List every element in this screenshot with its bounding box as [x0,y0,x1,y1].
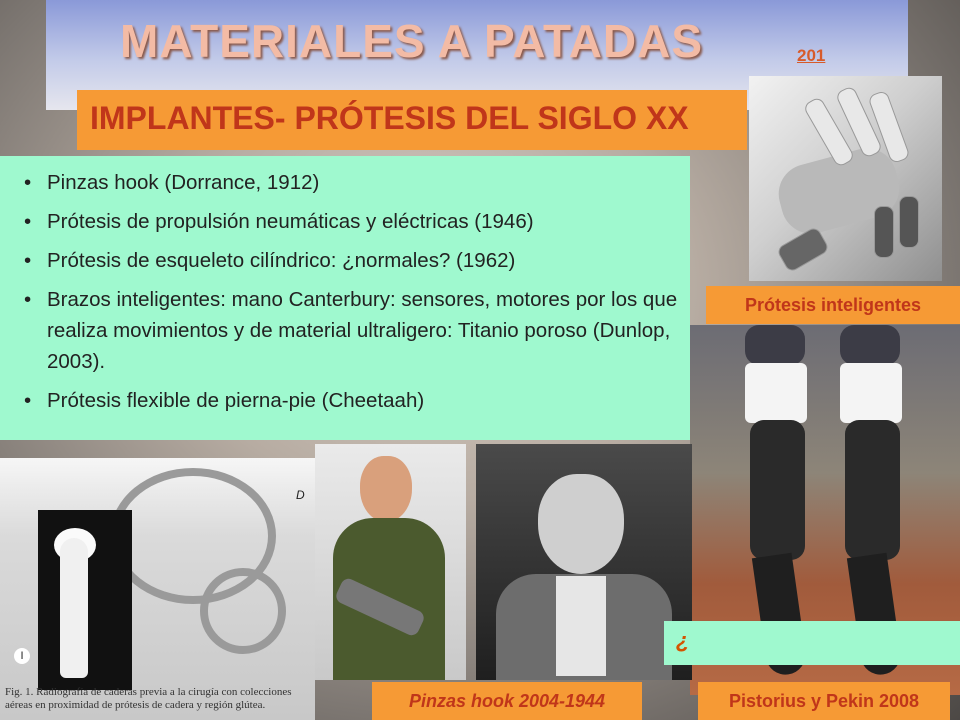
hook-years-label: Pinzas hook 2004-1944 [372,682,642,720]
bullet-item: • Pinzas hook (Dorrance, 1912) [0,167,690,198]
sock-shape [840,363,902,423]
xray-marker-d: D [296,488,305,502]
vintage-man-photo [476,444,692,680]
bullet-item: • Prótesis de esqueleto cilíndrico: ¿normales? (1962) [0,245,690,276]
caption-strip-fragment: ¿ [676,628,690,653]
bullet-list [0,156,690,416]
socket-shape [845,420,900,560]
pistorius-label: Pistorius y Pekin 2008 [698,682,950,720]
robotic-hand-photo [749,76,942,281]
bullet-item: • Prótesis flexible de pierna-pie (Cheetaah) [0,385,690,416]
leg-shape [745,325,805,365]
page-number: 201 [797,46,826,65]
bullet-item: • Prótesis de propulsión neumáticas y eléctricas (1946) [0,206,690,237]
finger-shape [899,196,919,248]
finger-shape [776,226,831,274]
smart-prosthesis-label: Prótesis inteligentes [744,295,922,315]
man-head-shape [360,456,412,522]
xray-marker-i: I [14,648,30,664]
man-head-shape [538,474,624,574]
socket-shape [750,420,805,560]
sock-shape [745,363,807,423]
implant-stem-shape [60,538,88,678]
caption-strip [664,621,960,665]
man-with-hook-photo [315,444,466,680]
shirt-shape [556,576,606,676]
hip-xray-photo [0,458,315,720]
finger-shape [874,206,894,258]
leg-shape [840,325,900,365]
slide-title: MATERIALES A PATADAS [120,15,704,67]
xray-caption: Fig. 1. Radiografía de caderas previa a la cirugía con colecciones aéreas en proximidad de prótesis de cadera y región glútea. [5,686,292,711]
bullet-item: • Brazos inteligentes: mano Canterbury: sensores, motores por los que realiza movimientos y de material ultraligero: Titanio poroso (Dunlop, 2003). [0,284,690,377]
bullet-list-box [0,156,690,440]
femur-head-shape [200,568,286,654]
slide-subtitle: IMPLANTES- PRÓTESIS DEL SIGLO XX [90,100,689,136]
